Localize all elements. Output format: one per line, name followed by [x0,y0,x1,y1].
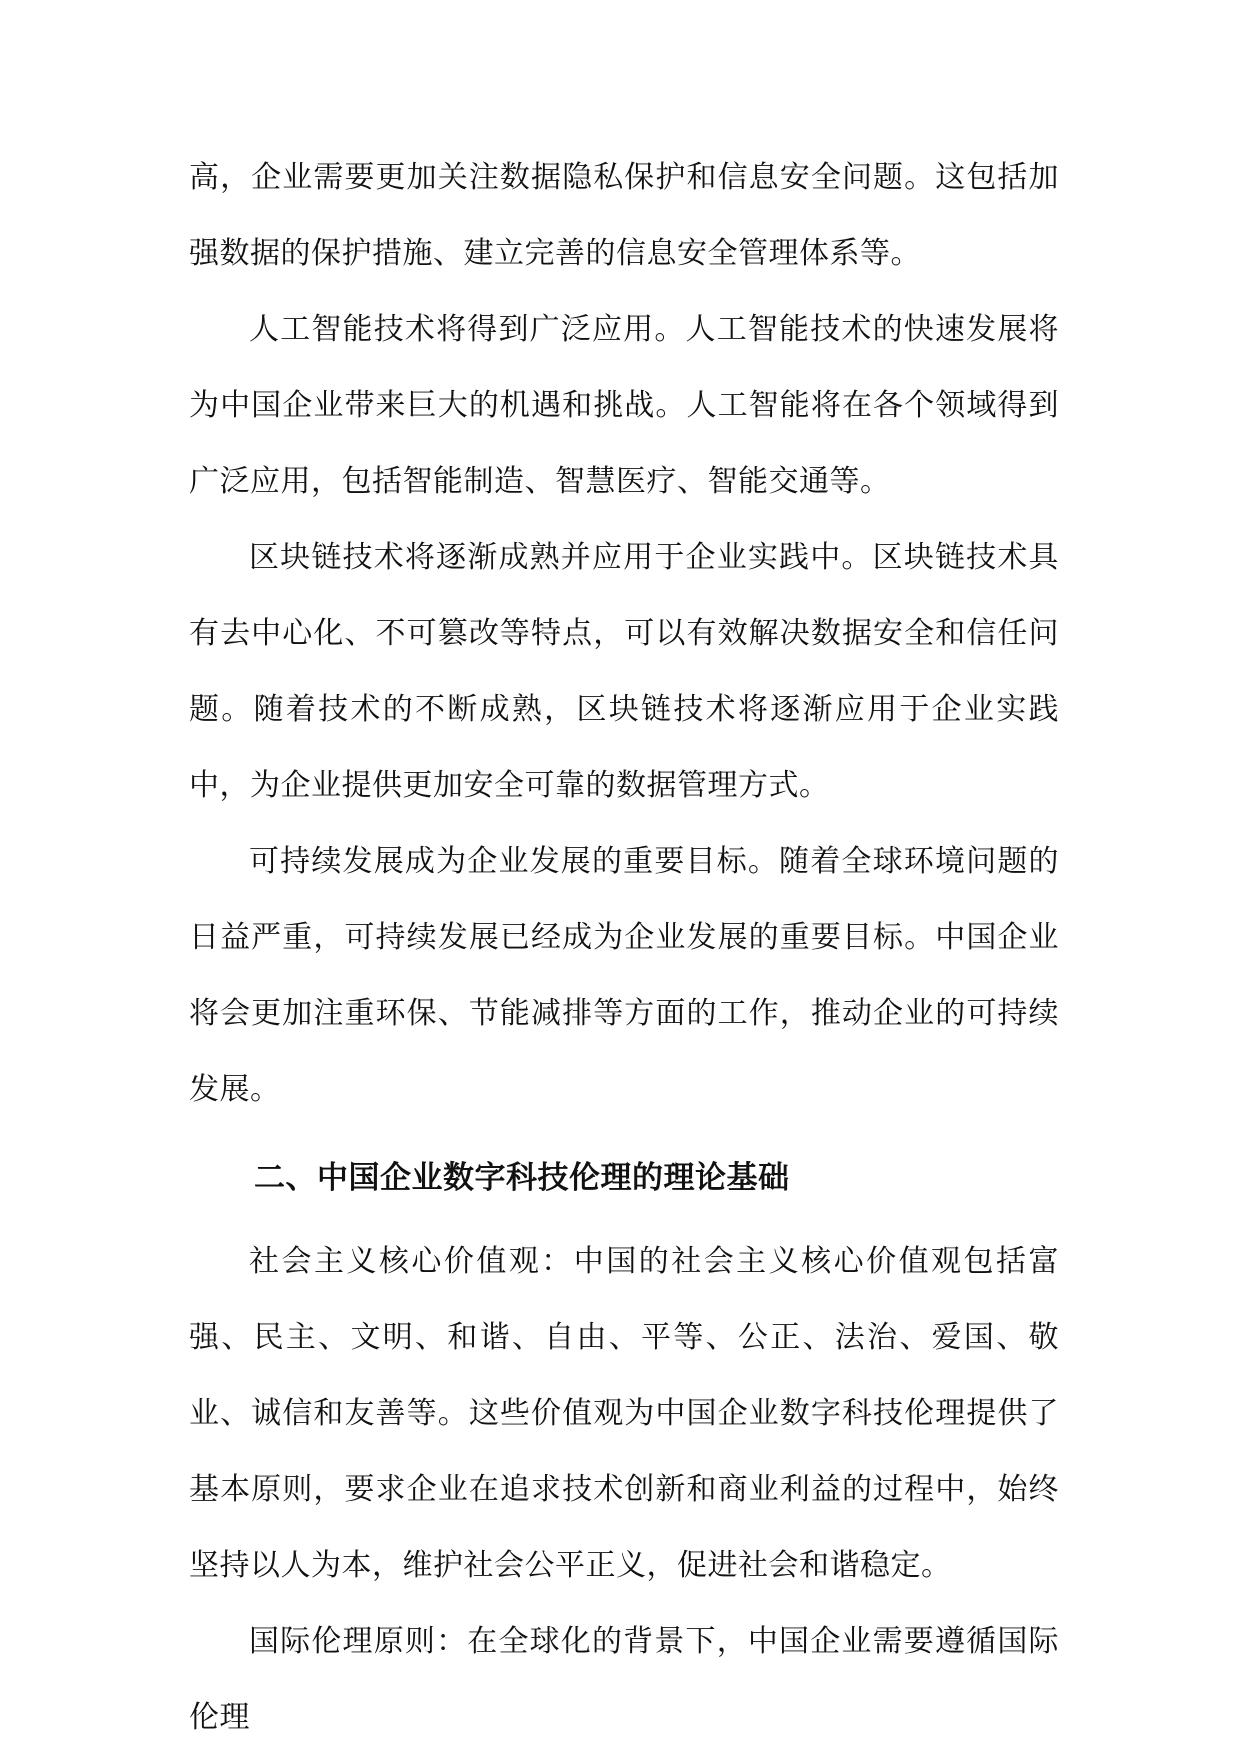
section-heading: 二、中国企业数字科技伦理的理论基础 [254,1160,790,1196]
paragraph-international-ethics: 国际伦理原则：在全球化的背景下，中国企业需要遵循国际伦理 [189,1624,1059,1735]
paragraph-sustainability: 可持续发展成为企业发展的重要目标。随着全球环境问题的日益严重，可持续发展已经成为企业发展的重要目标。中国企业将会更加注重环保、节能减排等方面的工作，推动企业的可持续发展。 [189,844,1059,1107]
paragraph-core-values: 社会主义核心价值观：中国的社会主义核心价值观包括富强、民主、文明、和谐、自由、平等、公正、法治、爱国、敬业、诚信和友善等。这些价值观为中国企业数字科技伦理提供了基本原则，要求企业在追求技术创新和商业利益的过程中，始终坚持以人为本，维护社会公平正义，促进社会和谐稳定。 [189,1244,1059,1583]
paragraph-data-privacy: 高，企业需要更加关注数据隐私保护和信息安全问题。这包括加强数据的保护措施、建立完善的信息安全管理体系等。 [189,160,1059,271]
document-body [189,140,1059,1756]
paragraph-blockchain: 区块链技术将逐渐成熟并应用于企业实践中。区块链技术具有去中心化、不可篡改等特点，可以有效解决数据安全和信任问题。随着技术的不断成熟，区块链技术将逐渐应用于企业实践中，为企业提供更加安全可靠的数据管理方式。 [189,540,1059,803]
paragraph-ai-technology: 人工智能技术将得到广泛应用。人工智能技术的快速发展将为中国企业带来巨大的机遇和挑战。人工智能将在各个领域得到广泛应用，包括智能制造、智慧医疗、智能交通等。 [189,312,1059,499]
